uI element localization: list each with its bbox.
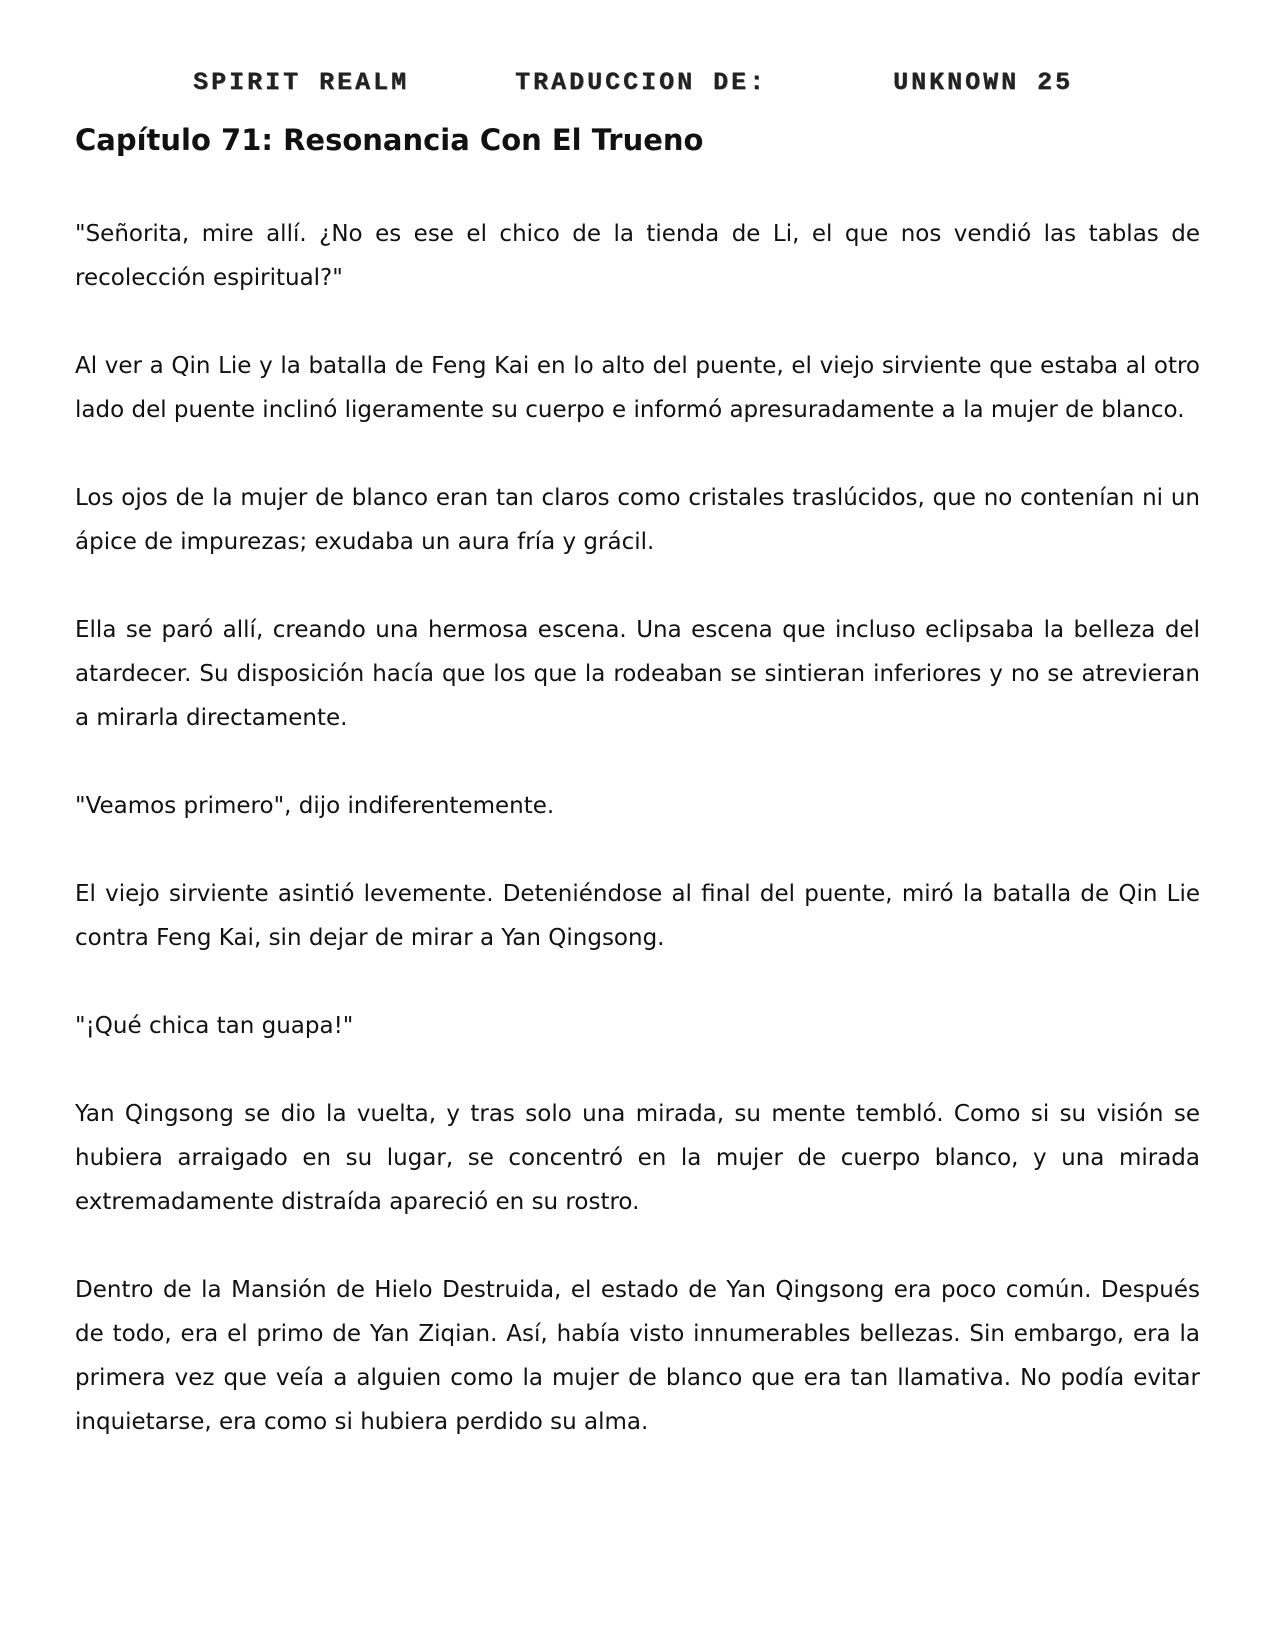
chapter-body xyxy=(75,212,1200,1488)
paragraph: El viejo sirviente asintió levemente. Deteniéndose al final del puente, miró la batalla de Qin Lie contra Feng Kai, sin dejar de mirar a Yan Qingsong. xyxy=(75,881,1200,951)
paragraph: Al ver a Qin Lie y la batalla de Feng Kai en lo alto del puente, el viejo sirviente que estaba al otro lado del puente inclinó ligeramente su cuerpo e informó apresuradamente a la mujer de blanco. xyxy=(75,353,1200,423)
chapter-title: Capítulo 71: Resonancia Con El Trueno xyxy=(75,123,704,157)
paragraph: "Veamos primero", dijo indiferentemente. xyxy=(75,793,555,819)
paragraph: "¡Qué chica tan guapa!" xyxy=(75,1013,354,1039)
header-series-title: SPIRIT REALM xyxy=(193,68,410,97)
paragraph: Dentro de la Mansión de Hielo Destruida, el estado de Yan Qingsong era poco común. Después de todo, era el primo de Yan Ziqian. Así, había visto innumerables bellezas. Sin embargo, era la primera vez que veía a alguien como la mujer de blanco que era tan llamativa. No podía evitar inquietarse, era como si hubiera perdido su alma. xyxy=(75,1277,1200,1435)
paragraph: Yan Qingsong se dio la vuelta, y tras solo una mirada, su mente tembló. Como si su visión se hubiera arraigado en su lugar, se concentró en la mujer de cuerpo blanco, y una mirada extremadamente distraída apareció en su rostro. xyxy=(75,1101,1200,1215)
running-header xyxy=(0,68,1275,108)
paragraph: Ella se paró allí, creando una hermosa escena. Una escena que incluso eclipsaba la belleza del atardecer. Su disposición hacía que los que la rodeaban se sintieran inferiores y no se atrevieran a mirarla directamente. xyxy=(75,617,1200,731)
paragraph: "Señorita, mire allí. ¿No es ese el chico de la tienda de Li, el que nos vendió las tablas de recolección espiritual?" xyxy=(75,221,1200,291)
header-translation-label: TRADUCCION DE: xyxy=(515,68,768,97)
header-translator-name: UNKNOWN 25 xyxy=(893,68,1074,97)
paragraph: Los ojos de la mujer de blanco eran tan claros como cristales traslúcidos, que no contenían ni un ápice de impurezas; exudaba un aura fría y grácil. xyxy=(75,485,1200,555)
